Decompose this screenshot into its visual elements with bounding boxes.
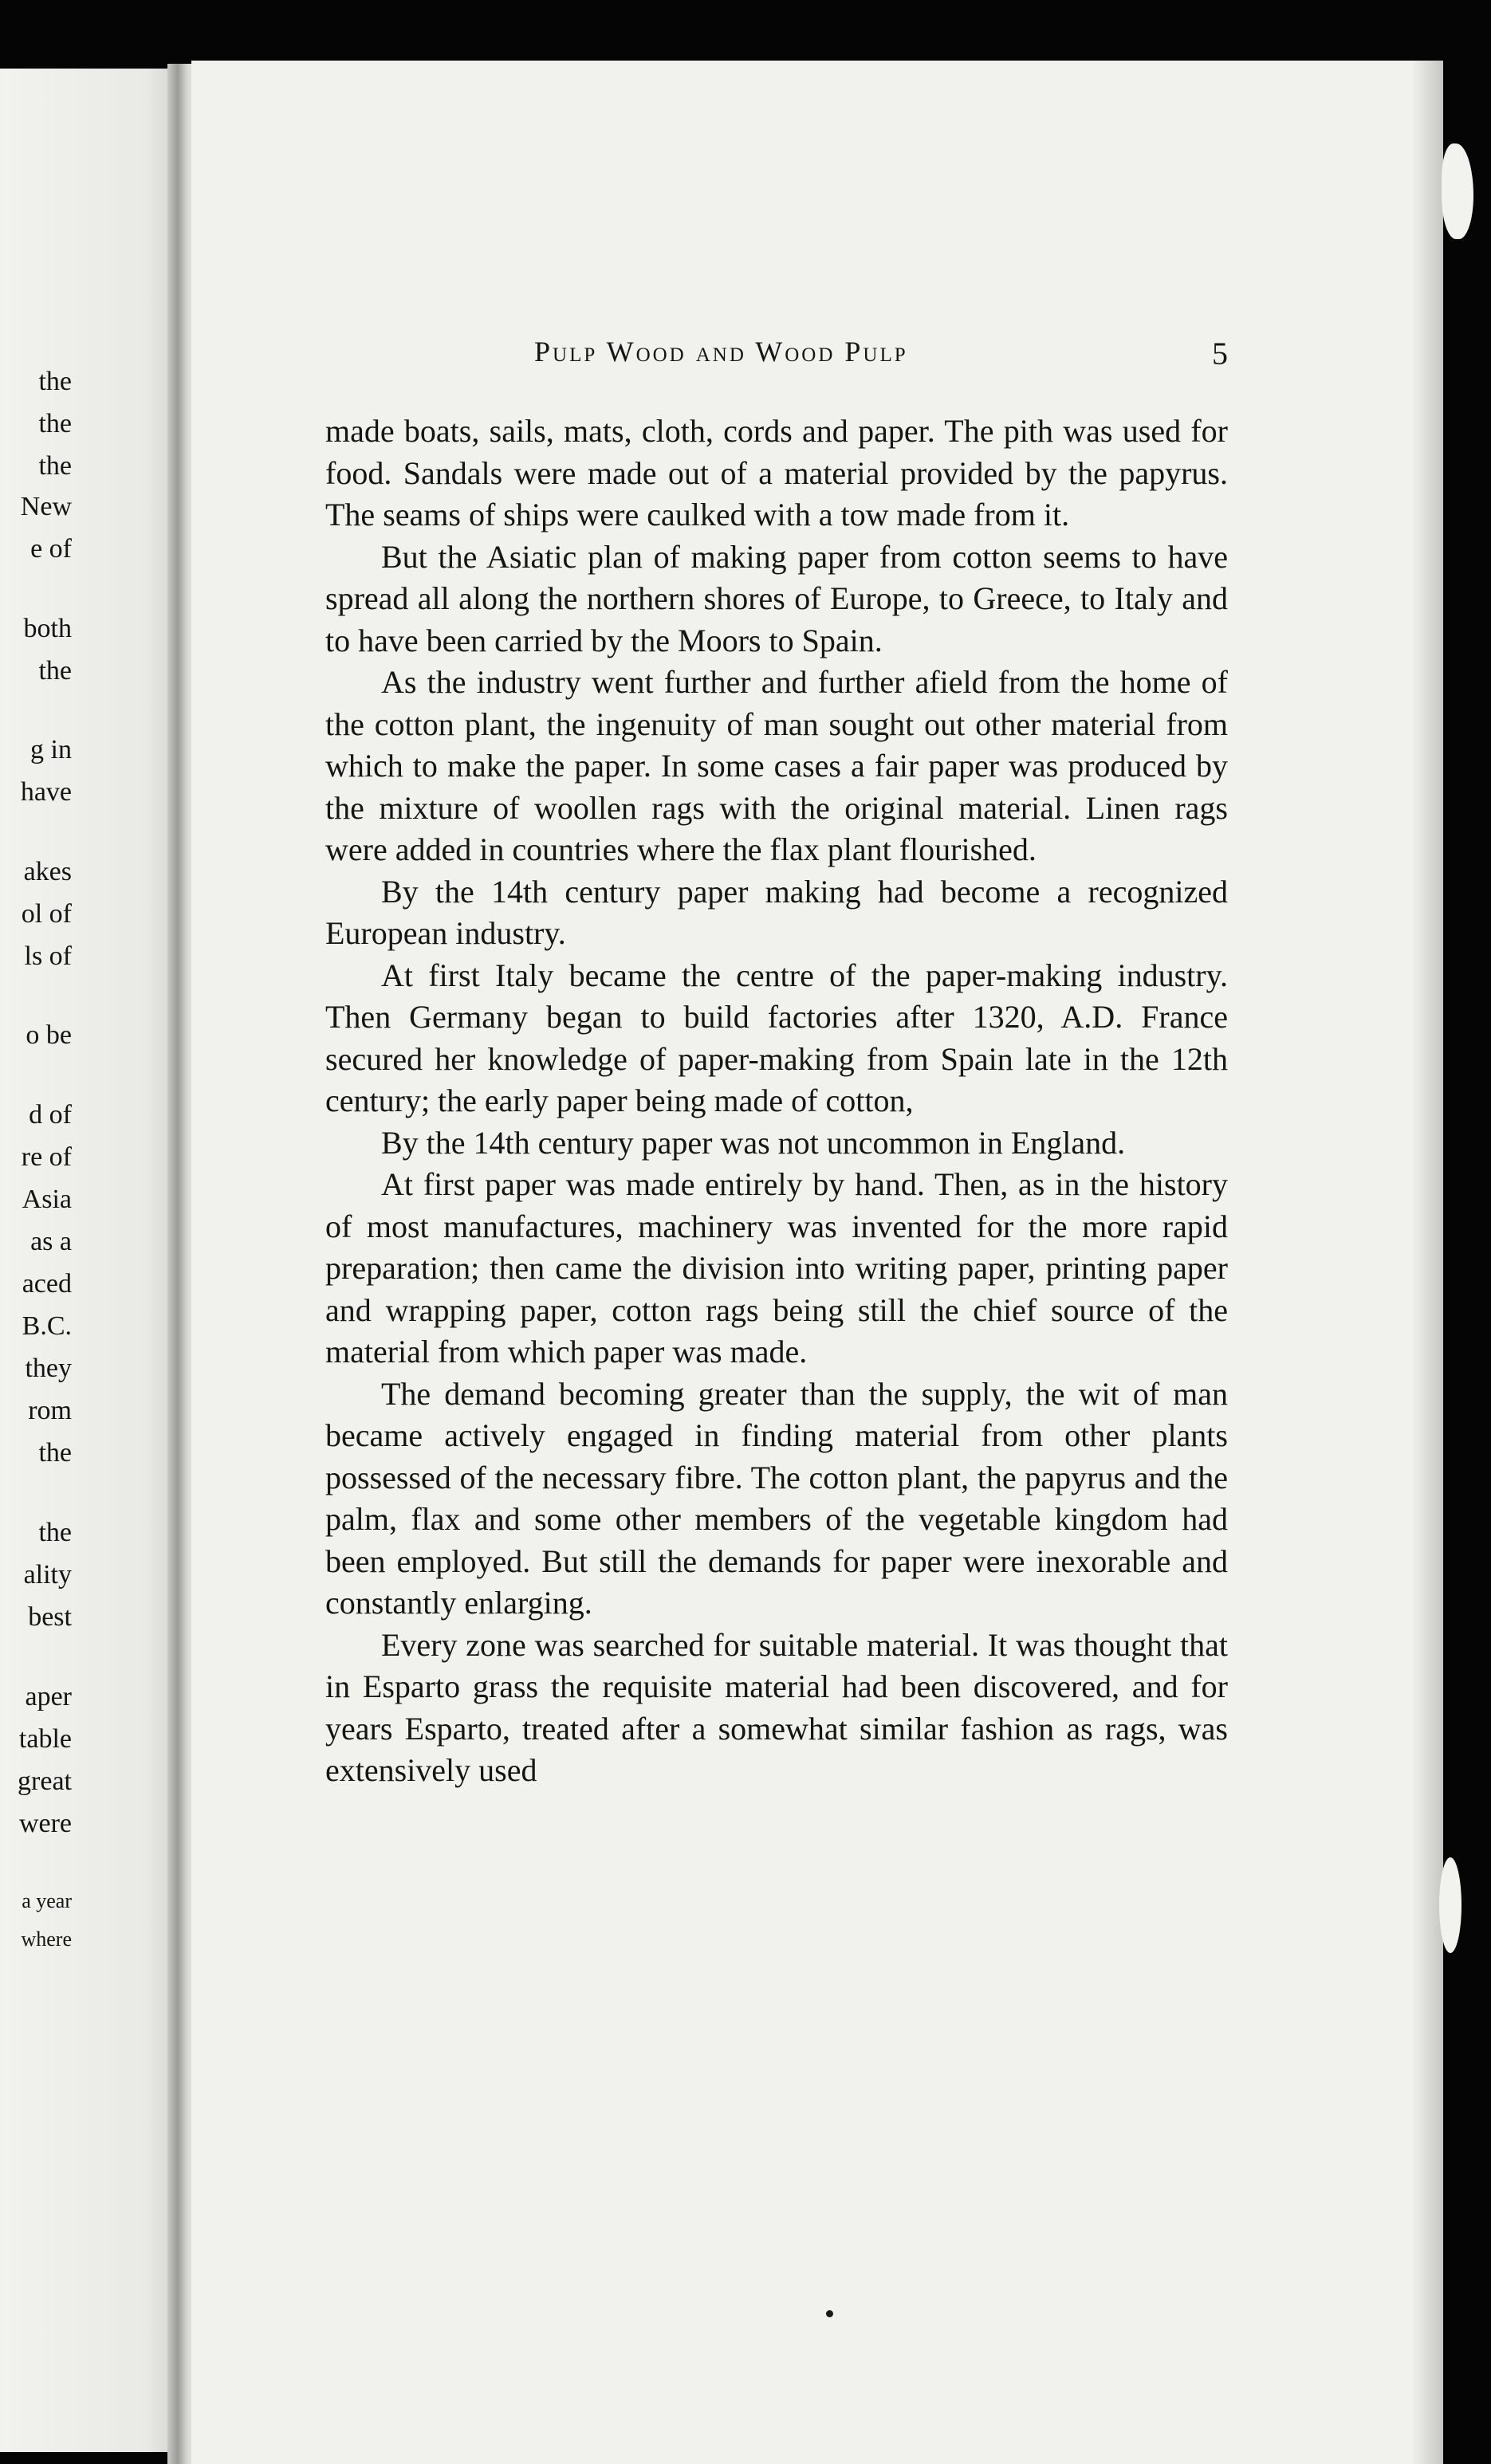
paragraph: By the 14th century paper making had become a recognized European industry.: [325, 873, 1228, 951]
left-page-line-fragment: akes: [23, 857, 72, 886]
paragraph: But the Asiatic plan of making paper from cotton seems to have spread all along the northern shores of Europe, to Greece, to Italy and to have been carried by the Moors to Spain.: [325, 538, 1228, 658]
footer-dot: [826, 2310, 833, 2317]
paragraph: At first Italy became the centre of the paper-making industry. Then Germany began to build factories after 1320, A.D. France secured her knowledge of paper-making from Spain late in the 12th century; the early paper being made of cotton,: [325, 957, 1228, 1118]
left-page-line-fragment: table: [18, 1724, 72, 1754]
left-page-line-fragment: have: [20, 777, 72, 807]
left-page-line-fragment: a year: [22, 1889, 72, 1912]
left-page-line-fragment: New: [20, 492, 72, 521]
paragraph: By the 14th century paper was not uncommon in England.: [381, 1124, 1126, 1161]
left-page-line-fragment: the: [38, 1438, 72, 1468]
page-edge-shadow: [1411, 61, 1443, 2464]
left-page-line-fragment: B.C.: [22, 1311, 72, 1341]
left-page-line-fragment: were: [18, 1809, 72, 1838]
left-page-line-fragment: ls of: [24, 941, 72, 971]
page-edge-tear: [1442, 143, 1473, 239]
left-page-line-fragment: the: [38, 367, 72, 396]
left-page-line-fragment: the: [38, 1518, 72, 1547]
left-page-line-fragment: e of: [30, 534, 72, 564]
left-page-line-fragment: rom: [28, 1396, 72, 1425]
paragraph: At first paper was made entirely by hand. Then, as in the history of most manufactures, machinery was invented for the more rapid preparation; then came the division into writing paper, printing paper and wrapping paper, cotton rags being still the chief source of the material from which paper was made.: [325, 1166, 1228, 1370]
paragraph: As the industry went further and further afield from the home of the cotton plant, the ingenuity of man sought out other material from which to make the paper. In some cases a fair paper was produced by the mixture of woollen rags with the original material. Linen rags were added in countries where the flax plant flourished.: [325, 664, 1228, 867]
left-page-line-fragment: d of: [29, 1100, 72, 1130]
left-page-line-fragment: the: [38, 409, 72, 438]
left-page-line-fragment: Asia: [22, 1185, 72, 1214]
left-page-line-fragment: the: [38, 451, 72, 481]
left-page-line-fragment: aced: [22, 1269, 72, 1299]
left-page-line-fragment: re of: [21, 1142, 72, 1172]
left-facing-page: [0, 69, 183, 2452]
left-page-line-fragment: ol of: [21, 899, 72, 929]
body-text: [325, 411, 1228, 1792]
left-page-line-fragment: best: [28, 1602, 72, 1632]
left-page-line-fragment: they: [25, 1354, 72, 1383]
page-number: 5: [1212, 336, 1228, 371]
left-page-line-fragment: ality: [23, 1560, 72, 1590]
left-page-line-fragment: the: [38, 656, 72, 686]
left-page-line-fragment: great: [18, 1766, 72, 1796]
left-page-line-fragment: g in: [30, 735, 72, 764]
left-page-line-fragment: aper: [25, 1682, 72, 1711]
paragraph: made boats, sails, mats, cloth, cords and paper. The pith was used for food. Sandals were made out of a material provided by the papyrus. The seams of ships were caulked with a tow made from it.: [325, 413, 1228, 532]
page-edge-fold: [1439, 1857, 1461, 1953]
paragraph: The demand becoming greater than the supply, the wit of man became actively engaged in finding material from other plants possessed of the necessary fibre. The cotton plant, the papyrus and the palm, flax and some other members of the vegetable kingdom had been employed. But still the demands for paper were inexorable and constantly enlarging.: [325, 1375, 1228, 1621]
paragraph: Every zone was searched for suitable material. It was thought that in Esparto grass the requisite material had been discovered, and for years Esparto, treated after a somewhat similar fashion as rags, was extensively used: [325, 1626, 1228, 1788]
left-page-line-fragment: as a: [30, 1227, 72, 1256]
running-head: Pulp Wood and Wood Pulp: [534, 336, 908, 367]
left-page-line-fragment: where: [21, 1928, 72, 1951]
left-page-line-fragment: both: [23, 614, 72, 643]
left-page-line-fragment: o be: [26, 1020, 72, 1050]
